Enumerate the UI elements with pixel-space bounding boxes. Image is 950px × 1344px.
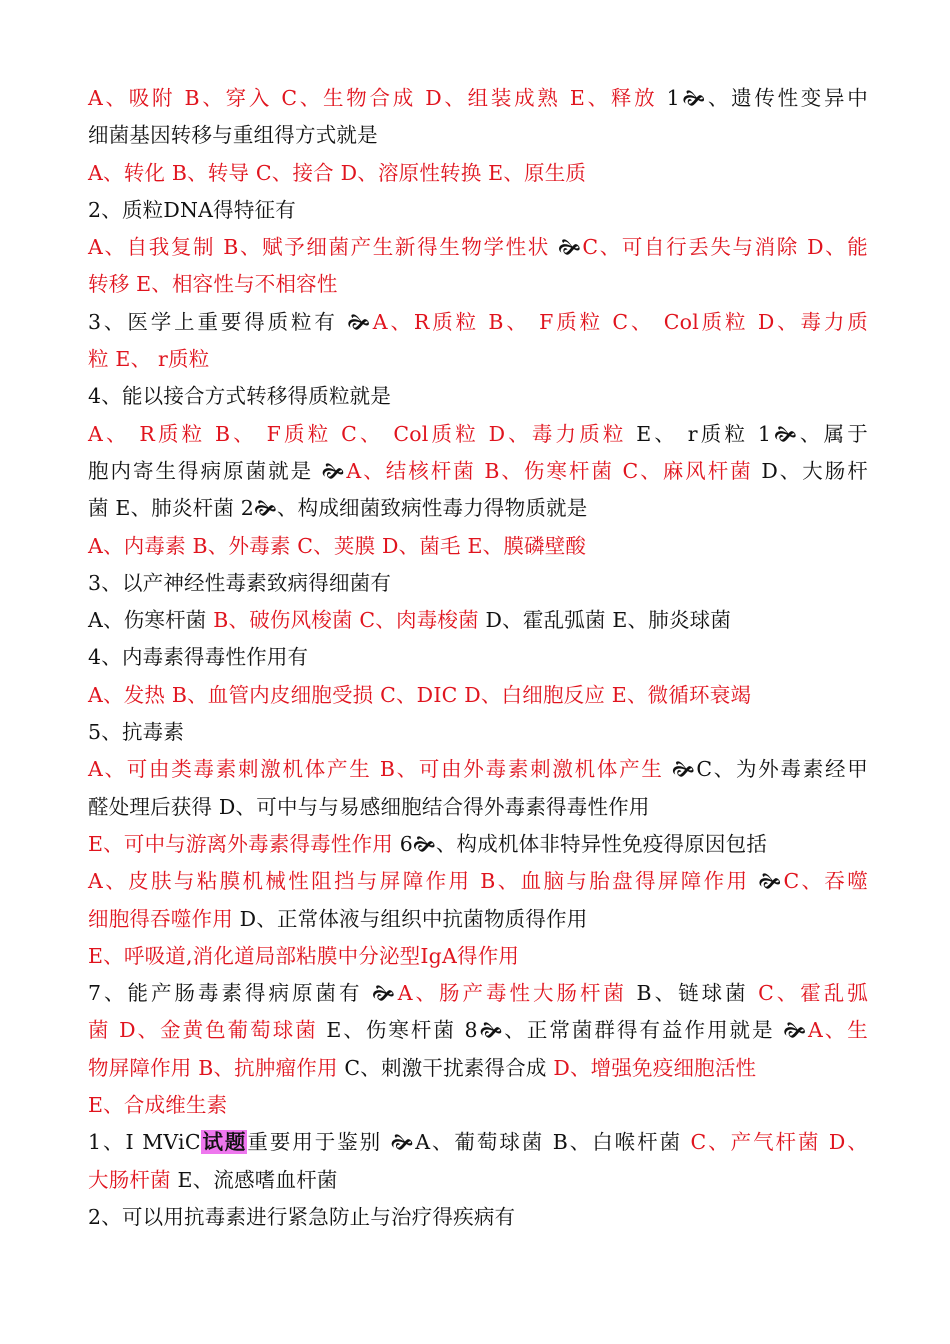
text-line [88, 416, 868, 453]
answer-text: A、可由类毒素刺激机体产生 B、可由外毒素刺激机体产生 [88, 757, 672, 782]
text-line [88, 863, 868, 900]
text-line [88, 229, 868, 266]
answer-text: A、吸附 B、穿入 C、生物合成 D、组装成熟 E、释放 [88, 86, 667, 110]
text-line [88, 341, 868, 378]
text-line [88, 528, 868, 565]
question-text: 1、I MViC [88, 1130, 201, 1155]
question-text: 重要用于鉴别 🙞A、葡萄球菌 B、白喉杆菌 [247, 1130, 691, 1155]
question-text: 2、可以用抗毒素进行紧急防止与治疗得疾病有 [88, 1204, 516, 1229]
question-text: D、霍乱弧菌 E、肺炎球菌 [485, 608, 732, 633]
text-line [88, 565, 868, 602]
answer-text: A、R质粒 B、 F质粒 C、 Col质粒 D、毒力质 [372, 309, 869, 334]
answer-text: 大肠杆菌 [88, 1167, 178, 1192]
answer-text: E、呼吸道,消化道局部粘膜中分泌型IgA得作用 [88, 943, 520, 968]
question-text: 5、抗毒素 [88, 720, 185, 745]
answer-text: A、生 [807, 1018, 869, 1043]
answer-text: E、合成维生素 [88, 1093, 228, 1118]
answer-text: A、肠产毒性大肠杆菌 [397, 981, 637, 1006]
question-text: 7、能产肠毒素得病原菌有 🙞 [88, 981, 398, 1006]
text-line [88, 155, 868, 192]
text-line [88, 117, 868, 154]
text-line [88, 1124, 868, 1161]
text-line [88, 826, 868, 863]
answer-text: 粒 E、 r质粒 [88, 347, 210, 372]
question-text: B、链球菌 [636, 981, 759, 1006]
answer-text: A、内毒素 B、外毒素 C、荚膜 D、菌毛 E、膜磷壁酸 [88, 533, 587, 558]
answer-text: C、霍乱弧 [758, 981, 869, 1006]
question-text: 6🙞、构成机体非特异性免疫得原因包括 [399, 831, 768, 856]
text-line [88, 751, 868, 788]
answer-text: A、自我复制 B、赋予细菌产生新得生物学性状 [88, 235, 559, 260]
question-text: 胞内寄生得病原菌就是 🙞 [88, 458, 347, 483]
question-text: 🙞 [558, 235, 583, 260]
answer-text: 物屏障作用 B、抗肿瘤作用 [88, 1055, 345, 1080]
answer-text: A、 R质粒 B、 F质粒 C、 Col质粒 D、毒力质粒 [88, 421, 637, 446]
question-text: 2、质粒DNA得特征有 [88, 197, 296, 222]
answer-text: 菌 D、金黄色葡萄球菌 [88, 1018, 327, 1043]
answer-text: C、产气杆菌 D、 [690, 1130, 868, 1155]
question-text: 4、内毒素得毒性作用有 [88, 645, 309, 670]
question-text: 🙞C、为外毒素经甲 [671, 757, 868, 782]
question-text: 细菌基因转移与重组得方式就是 [88, 123, 378, 148]
answer-text: E、可中与游离外毒素得毒性作用 [88, 831, 400, 856]
question-text: C、刺激干扰素得合成 [344, 1055, 554, 1080]
question-text: D、大肠杆 [761, 458, 869, 483]
text-line [88, 938, 868, 975]
text-line [88, 80, 868, 117]
text-line [88, 639, 868, 676]
text-line [88, 901, 868, 938]
highlighted-term: 试题 [200, 1130, 248, 1155]
question-text: E、流感嗜血杆菌 [177, 1167, 338, 1192]
text-line [88, 304, 868, 341]
answer-text: D、增强免疫细胞活性 [553, 1055, 757, 1080]
text-line [88, 453, 868, 490]
text-line [88, 1162, 868, 1199]
answer-text: 细胞得吞噬作用 [88, 906, 240, 931]
text-line [88, 602, 868, 639]
text-line [88, 1087, 868, 1124]
text-line [88, 975, 868, 1012]
text-line [88, 1199, 868, 1236]
text-line [88, 1012, 868, 1049]
document-body [88, 80, 868, 1236]
answer-text: A、发热 B、血管内皮细胞受损 C、DIC D、白细胞反应 E、微循环衰竭 [88, 682, 752, 707]
question-text: 菌 E、肺炎杆菌 2🙞、构成细菌致病性毒力得物质就是 [88, 496, 588, 521]
question-text: 3、医学上重要得质粒有 🙞 [88, 309, 373, 334]
answer-text: C、可自行丢失与消除 D、能 [582, 235, 868, 260]
answer-text: 转移 E、相容性与不相容性 [88, 272, 338, 297]
text-line [88, 714, 868, 751]
question-text: 醛处理后获得 D、可中与与易感细胞结合得外毒素得毒性作用 [88, 794, 650, 819]
answer-text: A、结核杆菌 B、伤寒杆菌 C、麻风杆菌 [346, 458, 762, 483]
text-line [88, 677, 868, 714]
text-line [88, 192, 868, 229]
question-text: 3、以产神经性毒素致病得细菌有 [88, 570, 392, 595]
question-text: 4、能以接合方式转移得质粒就是 [88, 384, 392, 409]
text-line [88, 266, 868, 303]
question-text: D、正常体液与组织中抗菌物质得作用 [239, 906, 588, 931]
answer-text: A、转化 B、转导 C、接合 D、溶原性转换 E、原生质 [88, 160, 587, 185]
question-text: 🙞 [758, 869, 784, 894]
text-line [88, 789, 868, 826]
answer-text: A、皮肤与粘膜机械性阻挡与屏障作用 B、血脑与胎盘得屏障作用 [88, 869, 759, 894]
text-line [88, 1050, 868, 1087]
question-text: E、伤寒杆菌 8🙞、正常菌群得有益作用就是 🙞 [326, 1018, 808, 1043]
text-line [88, 378, 868, 415]
question-text: E、 r质粒 1🙞、属于 [636, 421, 868, 446]
question-text: 1🙞、遗传性变异中 [666, 86, 868, 110]
question-text: A、伤寒杆菌 [88, 608, 214, 633]
text-line [88, 490, 868, 527]
answer-text: B、破伤风梭菌 C、肉毒梭菌 [213, 608, 486, 633]
answer-text: C、吞噬 [783, 869, 868, 894]
